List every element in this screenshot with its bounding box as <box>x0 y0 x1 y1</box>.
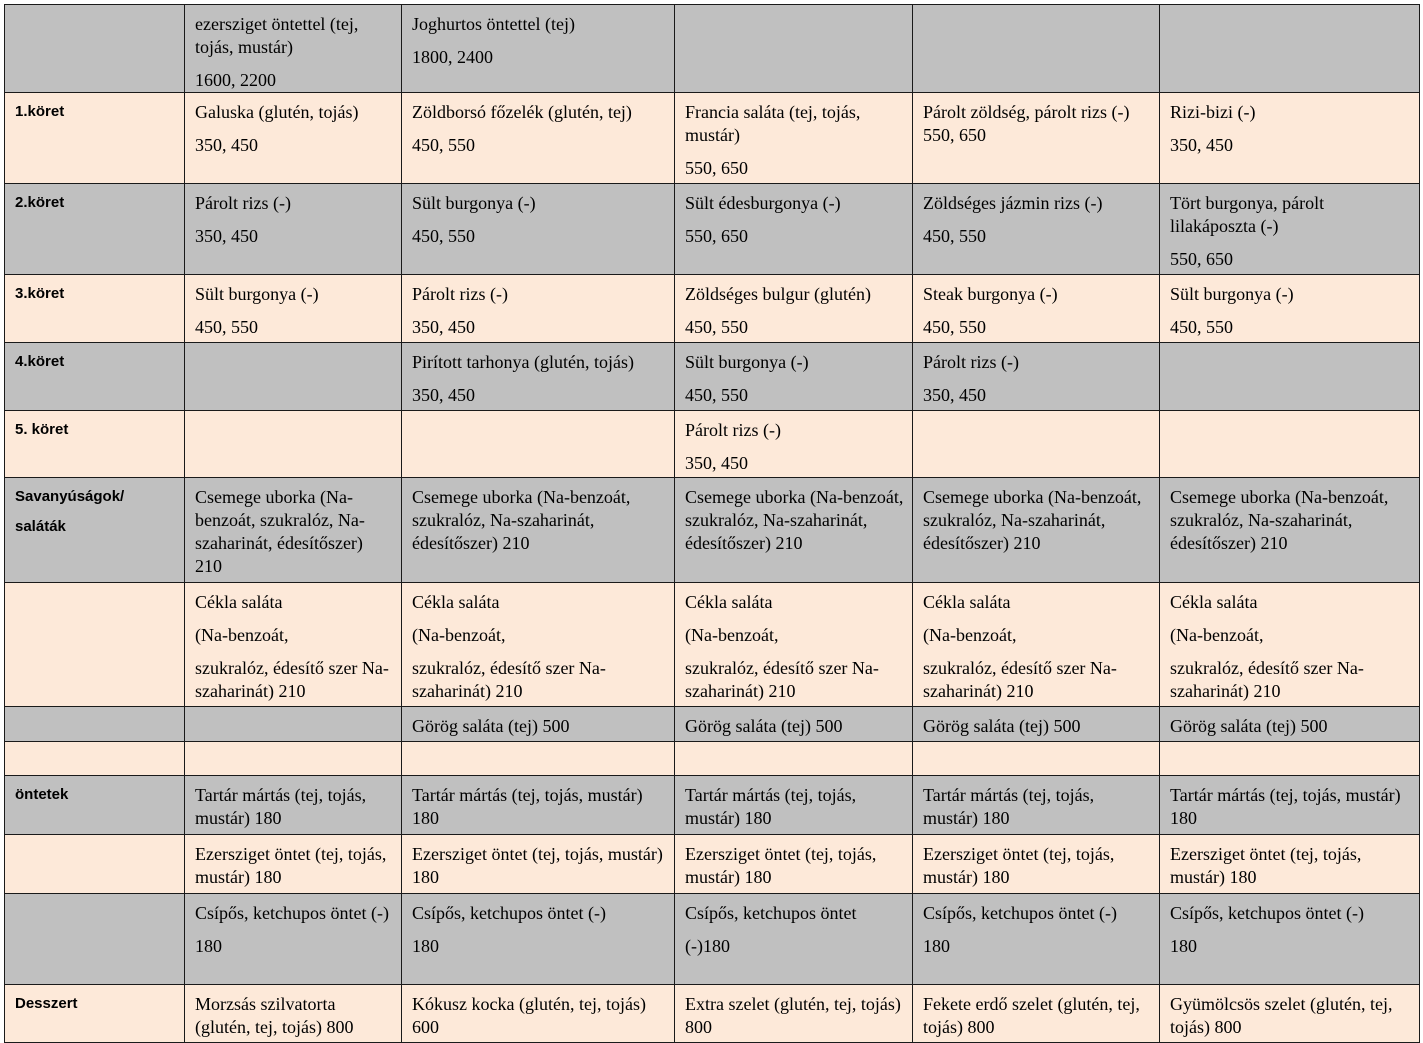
menu-item-text: Cékla saláta <box>412 592 500 612</box>
menu-cell <box>402 478 675 583</box>
menu-item-text: 550, 650 <box>685 226 748 246</box>
menu-cell-content <box>185 93 401 157</box>
menu-item-text: Csípős, ketchupos öntet (-) <box>1170 903 1364 923</box>
table-row <box>5 742 1420 776</box>
row-label-cell <box>5 184 185 275</box>
menu-cell-content <box>1160 894 1419 958</box>
menu-item-text: 350, 450 <box>923 385 986 405</box>
menu-cell-content <box>185 583 401 703</box>
menu-cell-content <box>185 275 401 339</box>
menu-item-text: 180 <box>195 936 222 956</box>
menu-cell-content <box>675 478 912 555</box>
menu-cell-content <box>402 835 674 889</box>
menu-item-text: Tartár mártás (tej, tojás, mustár) 180 <box>412 785 643 828</box>
menu-cell-content <box>402 894 674 958</box>
menu-item-text: Sült burgonya (-) <box>412 193 536 213</box>
row-label-cell <box>5 343 185 411</box>
menu-item-text: Galuska (glutén, tojás) <box>195 102 359 122</box>
menu-cell <box>402 184 675 275</box>
menu-item-text: Ezersziget öntet (tej, tojás, mustár) 180 <box>685 844 877 887</box>
menu-item-text: 180 <box>923 936 950 956</box>
menu-item-text: 350, 450 <box>685 453 748 473</box>
menu-item-text: szukralóz, édesítő szer Na-szaharinát) 210 <box>685 658 879 701</box>
menu-cell-content <box>675 184 912 248</box>
menu-cell-content <box>402 275 674 339</box>
menu-cell-content <box>913 985 1159 1039</box>
menu-cell <box>1160 275 1420 343</box>
menu-item-text: Párolt rizs (-) <box>412 284 508 304</box>
menu-cell <box>1160 707 1420 742</box>
menu-cell <box>185 184 402 275</box>
row-label: 5. köret <box>15 421 69 438</box>
menu-item-text: 550, 650 <box>1170 249 1233 269</box>
menu-item-text: Sült édesburgonya (-) <box>685 193 841 213</box>
menu-item-text: 550, 650 <box>685 158 748 178</box>
menu-item-text: Zöldborsó főzelék (glutén, tej) <box>412 102 632 122</box>
menu-cell-content <box>675 742 912 750</box>
menu-cell <box>913 583 1160 707</box>
menu-cell <box>185 707 402 742</box>
menu-cell <box>675 5 913 93</box>
menu-cell <box>1160 894 1420 985</box>
menu-cell <box>913 894 1160 985</box>
menu-cell-content <box>913 894 1159 958</box>
menu-cell <box>913 343 1160 411</box>
menu-cell-content <box>675 275 912 339</box>
menu-item-text: Görög saláta (tej) 500 <box>923 716 1081 736</box>
menu-cell <box>675 93 913 184</box>
menu-item-text: Pirított tarhonya (glutén, tojás) <box>412 352 634 372</box>
menu-cell <box>675 707 913 742</box>
menu-cell-content <box>402 93 674 157</box>
menu-cell-content <box>185 894 401 958</box>
menu-item-text: 450, 550 <box>685 317 748 337</box>
menu-cell <box>185 411 402 478</box>
table-row <box>5 184 1420 275</box>
menu-cell <box>913 93 1160 184</box>
menu-cell-content <box>185 835 401 889</box>
menu-cell-content <box>185 776 401 830</box>
menu-item-text: Csemege uborka (Na-benzoát, szukralóz, Na-szaharinát, édesítőszer) 210 <box>195 487 365 576</box>
menu-cell-content <box>185 707 401 715</box>
menu-cell <box>185 776 402 835</box>
table-row <box>5 583 1420 707</box>
menu-cell <box>913 5 1160 93</box>
menu-cell <box>1160 5 1420 93</box>
menu-cell <box>1160 184 1420 275</box>
menu-cell <box>675 478 913 583</box>
menu-item-text: 450, 550 <box>1170 317 1233 337</box>
menu-cell <box>185 894 402 985</box>
menu-item-text: (Na-benzoát, <box>195 625 289 645</box>
menu-cell-content <box>402 5 674 69</box>
menu-cell <box>185 835 402 894</box>
menu-cell <box>402 776 675 835</box>
menu-cell-content <box>913 184 1159 248</box>
table-row <box>5 478 1420 583</box>
menu-cell-content <box>675 985 912 1039</box>
menu-cell-content <box>913 5 1159 13</box>
menu-cell <box>185 5 402 93</box>
menu-cell-content <box>185 985 401 1039</box>
row-label: 3.köret <box>15 285 65 302</box>
table-row <box>5 275 1420 343</box>
menu-cell <box>913 478 1160 583</box>
menu-cell-content <box>913 93 1159 147</box>
menu-item-text: (Na-benzoát, <box>1170 625 1264 645</box>
menu-item-text: Tartár mártás (tej, tojás, mustár) 180 <box>1170 785 1401 828</box>
menu-table <box>4 4 1420 1043</box>
menu-cell-content <box>185 343 401 351</box>
menu-cell-content <box>1160 583 1419 703</box>
menu-cell-content <box>1160 93 1419 157</box>
menu-item-text: Morzsás szilvatorta (glutén, tej, tojás) 800 <box>195 994 354 1037</box>
menu-cell-content <box>675 583 912 703</box>
menu-cell-content <box>402 478 674 555</box>
menu-item-text: szukralóz, édesítő szer Na-szaharinát) 210 <box>195 658 389 701</box>
menu-item-text: Görög saláta (tej) 500 <box>685 716 843 736</box>
menu-item-text: Kókusz kocka (glutén, tej, tojás) 600 <box>412 994 646 1037</box>
menu-item-text: szukralóz, édesítő szer Na-szaharinát) 210 <box>412 658 606 701</box>
menu-item-text: Ezersziget öntet (tej, tojás, mustár) 180 <box>1170 844 1362 887</box>
menu-cell <box>1160 583 1420 707</box>
menu-cell <box>675 776 913 835</box>
menu-cell <box>913 742 1160 776</box>
menu-item-text: Francia saláta (tej, tojás, mustár) <box>685 102 861 145</box>
menu-item-text: 450, 550 <box>685 385 748 405</box>
menu-cell <box>185 985 402 1043</box>
menu-cell-content <box>402 411 674 419</box>
menu-cell-content <box>675 5 912 13</box>
menu-cell-content <box>185 742 401 750</box>
menu-cell <box>402 894 675 985</box>
menu-cell <box>675 742 913 776</box>
menu-cell <box>1160 478 1420 583</box>
menu-cell-content <box>913 742 1159 750</box>
menu-item-text: Csípős, ketchupos öntet (-) <box>195 903 389 923</box>
table-row <box>5 707 1420 742</box>
menu-item-text: (Na-benzoát, <box>412 625 506 645</box>
menu-item-text: Csemege uborka (Na-benzoát, szukralóz, Na-szaharinát, édesítőszer) 210 <box>685 487 904 553</box>
menu-item-text: szukralóz, édesítő szer Na-szaharinát) 210 <box>1170 658 1364 701</box>
menu-item-text: Párolt zöldség, párolt rizs (-) 550, 650 <box>923 102 1130 145</box>
menu-item-text: 350, 450 <box>195 226 258 246</box>
menu-cell <box>185 343 402 411</box>
menu-cell <box>675 184 913 275</box>
row-label: Desszert <box>15 995 78 1012</box>
menu-cell <box>185 478 402 583</box>
row-label-cell <box>5 707 185 742</box>
menu-item-text: Tartár mártás (tej, tojás, mustár) 180 <box>923 785 1095 828</box>
menu-cell <box>913 275 1160 343</box>
menu-cell-content <box>675 894 912 958</box>
menu-cell <box>675 411 913 478</box>
row-label: 1.köret <box>15 103 65 120</box>
table-row <box>5 985 1420 1043</box>
menu-item-text: Tartár mártás (tej, tojás, mustár) 180 <box>685 785 857 828</box>
table-row <box>5 894 1420 985</box>
menu-cell <box>1160 93 1420 184</box>
row-label-cell <box>5 93 185 184</box>
row-label-cell <box>5 583 185 707</box>
menu-cell <box>913 707 1160 742</box>
menu-cell <box>402 835 675 894</box>
menu-cell-content <box>185 411 401 419</box>
row-label: öntetek <box>15 786 69 803</box>
menu-cell-content <box>675 93 912 180</box>
menu-cell <box>675 275 913 343</box>
menu-cell <box>185 742 402 776</box>
menu-cell-content <box>1160 742 1419 750</box>
table-row <box>5 776 1420 835</box>
row-label-cell <box>5 835 185 894</box>
row-label-cell <box>5 478 185 583</box>
table-row <box>5 5 1420 93</box>
menu-cell <box>675 835 913 894</box>
menu-cell-content <box>1160 411 1419 419</box>
menu-cell <box>185 275 402 343</box>
menu-item-text: 350, 450 <box>412 317 475 337</box>
menu-cell-content <box>913 583 1159 703</box>
menu-cell-content <box>1160 835 1419 889</box>
row-label-cell <box>5 894 185 985</box>
menu-item-text: (Na-benzoát, <box>685 625 779 645</box>
menu-cell <box>675 985 913 1043</box>
row-label: saláták <box>15 518 66 535</box>
menu-cell <box>402 275 675 343</box>
menu-cell <box>913 835 1160 894</box>
row-label-cell <box>5 985 185 1043</box>
row-label: 2.köret <box>15 194 65 211</box>
menu-cell <box>913 184 1160 275</box>
menu-cell-content <box>913 835 1159 889</box>
menu-cell-content <box>1160 343 1419 351</box>
menu-cell-content <box>675 411 912 475</box>
menu-cell <box>402 583 675 707</box>
menu-item-text: Csípős, ketchupos öntet (-) <box>923 903 1117 923</box>
menu-item-text: 450, 550 <box>195 317 258 337</box>
menu-cell-content <box>913 275 1159 339</box>
menu-cell <box>1160 985 1420 1043</box>
menu-cell-content <box>675 835 912 889</box>
menu-cell-content <box>1160 478 1419 555</box>
menu-item-text: 450, 550 <box>923 226 986 246</box>
menu-item-text: Zöldséges jázmin rizs (-) <box>923 193 1103 213</box>
menu-item-text: 1800, 2400 <box>412 47 493 67</box>
menu-item-text: Ezersziget öntet (tej, tojás, mustár) 180 <box>195 844 387 887</box>
menu-cell-content <box>185 5 401 92</box>
menu-item-text: Csemege uborka (Na-benzoát, szukralóz, Na-szaharinát, édesítőszer) 210 <box>1170 487 1389 553</box>
menu-cell-content <box>402 184 674 248</box>
menu-item-text: Párolt rizs (-) <box>685 420 781 440</box>
menu-cell <box>913 985 1160 1043</box>
menu-item-text: 1600, 2200 <box>195 70 276 90</box>
menu-item-text: Cékla saláta <box>685 592 773 612</box>
menu-cell <box>1160 411 1420 478</box>
menu-cell-content <box>675 776 912 830</box>
menu-cell-content <box>402 343 674 407</box>
row-label: 4.köret <box>15 353 65 370</box>
table-row <box>5 343 1420 411</box>
menu-cell <box>402 985 675 1043</box>
menu-item-text: Rizi-bizi (-) <box>1170 102 1256 122</box>
menu-item-text: Görög saláta (tej) 500 <box>1170 716 1328 736</box>
menu-cell <box>402 411 675 478</box>
menu-item-text: szukralóz, édesítő szer Na-szaharinát) 210 <box>923 658 1117 701</box>
menu-cell-content <box>402 707 674 738</box>
menu-cell <box>675 894 913 985</box>
menu-cell-content <box>913 411 1159 419</box>
row-label-cell <box>5 742 185 776</box>
menu-item-text: 350, 450 <box>412 385 475 405</box>
menu-item-text: Gyümölcsös szelet (glutén, tej, tojás) 800 <box>1170 994 1393 1037</box>
menu-cell <box>185 93 402 184</box>
menu-item-text: Sült burgonya (-) <box>685 352 809 372</box>
menu-item-text: Zöldséges bulgur (glutén) <box>685 284 871 304</box>
menu-item-text: (-)180 <box>685 936 730 956</box>
row-label-cell <box>5 275 185 343</box>
menu-item-text: Párolt rizs (-) <box>923 352 1019 372</box>
menu-item-text: Steak burgonya (-) <box>923 284 1058 304</box>
menu-item-text: 180 <box>412 936 439 956</box>
menu-item-text: 450, 550 <box>923 317 986 337</box>
menu-cell <box>402 93 675 184</box>
menu-item-text: Ezersziget öntet (tej, tojás, mustár) 180 <box>412 844 663 887</box>
menu-cell <box>402 707 675 742</box>
menu-cell-content <box>1160 985 1419 1039</box>
menu-item-text: Tört burgonya, párolt lilakáposzta (-) <box>1170 193 1325 236</box>
menu-cell-content <box>675 343 912 407</box>
menu-item-text: Csemege uborka (Na-benzoát, szukralóz, Na-szaharinát, édesítőszer) 210 <box>923 487 1142 553</box>
menu-cell-content <box>675 707 912 738</box>
menu-cell-content <box>1160 184 1419 271</box>
menu-cell-content <box>402 742 674 750</box>
menu-item-text: ezersziget öntettel (tej, tojás, mustár) <box>195 14 359 57</box>
menu-cell <box>1160 343 1420 411</box>
menu-item-text: Joghurtos öntettel (tej) <box>412 14 575 34</box>
menu-cell <box>913 411 1160 478</box>
menu-item-text: 450, 550 <box>412 226 475 246</box>
menu-item-text: Görög saláta (tej) 500 <box>412 716 570 736</box>
menu-cell <box>1160 776 1420 835</box>
menu-item-text: Csípős, ketchupos öntet (-) <box>412 903 606 923</box>
row-label-cell <box>5 411 185 478</box>
menu-cell-content <box>913 478 1159 555</box>
menu-cell <box>913 776 1160 835</box>
table-row <box>5 835 1420 894</box>
table-row <box>5 411 1420 478</box>
menu-item-text: Sült burgonya (-) <box>195 284 319 304</box>
menu-item-text: Cékla saláta <box>195 592 283 612</box>
menu-cell-content <box>185 184 401 248</box>
menu-cell-content <box>913 343 1159 407</box>
menu-cell-content <box>402 985 674 1039</box>
row-label: Savanyúságok/ <box>15 488 125 505</box>
menu-item-text: 350, 450 <box>195 135 258 155</box>
menu-item-text: Extra szelet (glutén, tej, tojás) 800 <box>685 994 901 1037</box>
menu-cell <box>675 343 913 411</box>
menu-item-text: 180 <box>1170 936 1197 956</box>
menu-cell-content <box>402 776 674 830</box>
menu-cell-content <box>913 707 1159 738</box>
menu-item-text: 450, 550 <box>412 135 475 155</box>
menu-item-text: Fekete erdő szelet (glutén, tej, tojás) 800 <box>923 994 1140 1037</box>
menu-cell <box>402 742 675 776</box>
menu-item-text: Sült burgonya (-) <box>1170 284 1294 304</box>
menu-cell <box>675 583 913 707</box>
menu-item-text: Csípős, ketchupos öntet <box>685 903 857 923</box>
menu-item-text: Cékla saláta <box>923 592 1011 612</box>
menu-cell <box>402 5 675 93</box>
menu-cell <box>1160 835 1420 894</box>
menu-cell-content <box>185 478 401 578</box>
menu-cell-content <box>402 583 674 703</box>
menu-cell-content <box>1160 275 1419 339</box>
menu-item-text: 350, 450 <box>1170 135 1233 155</box>
menu-cell-content <box>1160 776 1419 830</box>
menu-cell-content <box>913 776 1159 830</box>
row-label-cell <box>5 776 185 835</box>
menu-item-text: Cékla saláta <box>1170 592 1258 612</box>
menu-item-text: Párolt rizs (-) <box>195 193 291 213</box>
menu-cell <box>1160 742 1420 776</box>
menu-item-text: Tartár mártás (tej, tojás, mustár) 180 <box>195 785 367 828</box>
menu-item-text: Ezersziget öntet (tej, tojás, mustár) 180 <box>923 844 1115 887</box>
menu-item-text: Csemege uborka (Na-benzoát, szukralóz, Na-szaharinát, édesítőszer) 210 <box>412 487 631 553</box>
menu-table-body <box>5 5 1420 1043</box>
menu-cell <box>402 343 675 411</box>
menu-cell-content <box>1160 707 1419 738</box>
menu-item-text: (Na-benzoát, <box>923 625 1017 645</box>
row-label-cell <box>5 5 185 93</box>
menu-cell-content <box>1160 5 1419 13</box>
menu-cell <box>185 583 402 707</box>
table-row <box>5 93 1420 184</box>
